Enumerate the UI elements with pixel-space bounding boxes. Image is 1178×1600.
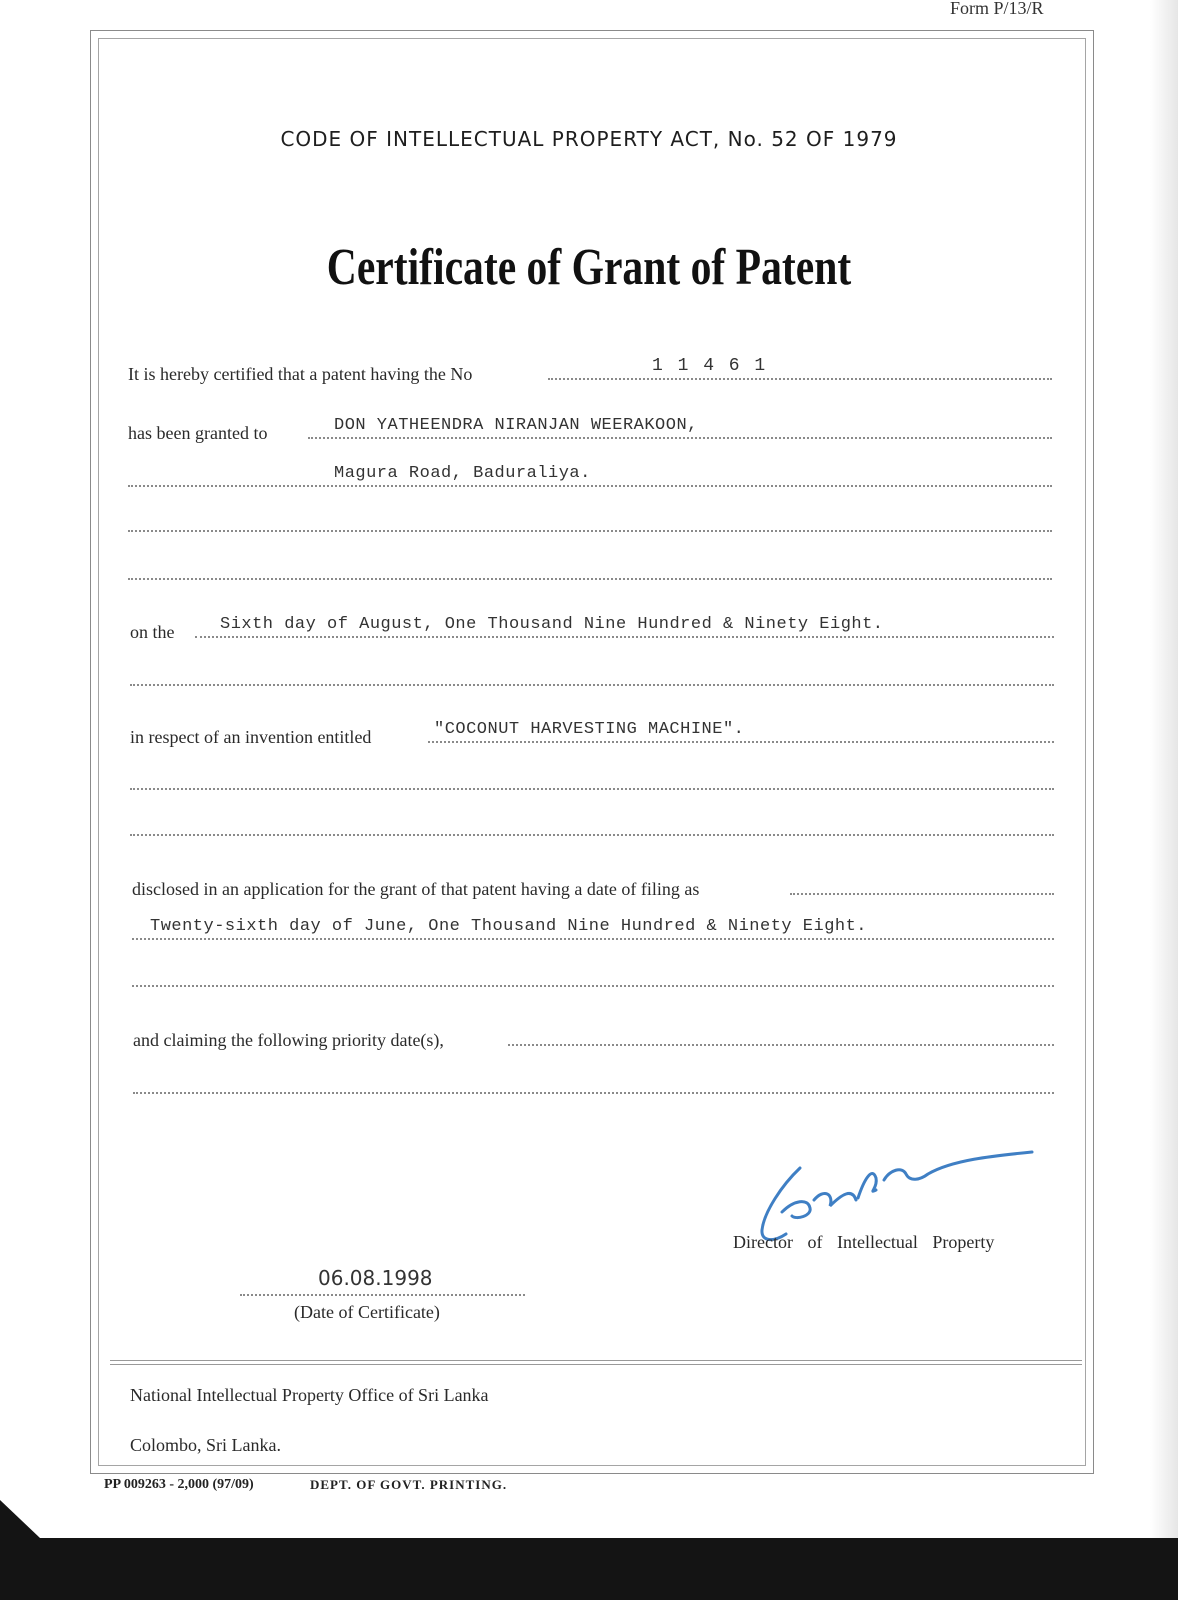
footer-divider-top: [110, 1360, 1082, 1361]
patent-number: 1 1 4 6 1: [652, 356, 768, 376]
priority-dotline: [508, 1044, 1054, 1046]
grantee-name-dotline: [308, 437, 1052, 439]
blank-dotline-4: [130, 788, 1054, 790]
print-code: PP 009263 - 2,000 (97/09): [104, 1477, 254, 1492]
patent-number-label: It is hereby certified that a patent having the No: [128, 364, 473, 384]
certificate-title: Certificate of Grant of Patent: [326, 239, 852, 296]
scan-edge-corner: [0, 1500, 40, 1538]
granted-to-label: has been granted to: [128, 423, 268, 443]
office-name: National Intellectual Property Office of Sri Lanka: [130, 1385, 489, 1405]
blank-dotline-2: [128, 578, 1052, 580]
grantee-address-dotline: [128, 485, 1052, 487]
filing-date-dotline: [132, 938, 1054, 940]
grant-date-text: Sixth day of August, One Thousand Nine Hundred & Ninety Eight.: [220, 615, 884, 634]
blank-dotline-6: [132, 985, 1054, 987]
office-location: Colombo, Sri Lanka.: [130, 1435, 281, 1455]
footer-divider-top-double: [110, 1364, 1082, 1365]
invention-title: "COCONUT HARVESTING MACHINE".: [434, 720, 745, 739]
filing-label: disclosed in an application for the grant of that patent having a date of filing as: [132, 879, 700, 899]
grantee-name: DON YATHEENDRA NIRANJAN WEERAKOON,: [334, 416, 698, 435]
filing-date-text: Twenty-sixth day of June, One Thousand Nine Hundred & Ninety Eight.: [150, 917, 868, 936]
invention-label: in respect of an invention entitled: [130, 727, 372, 747]
certificate-date: 06.08.1998: [318, 1266, 433, 1290]
certificate-date-caption: (Date of Certificate): [294, 1302, 440, 1322]
grantee-address: Magura Road, Baduraliya.: [334, 464, 591, 483]
blank-dotline-5: [130, 834, 1054, 836]
printer-name: DEPT. OF GOVT. PRINTING.: [310, 1477, 508, 1492]
grant-date-dotline: [195, 636, 1054, 638]
filing-label-dotline: [790, 893, 1054, 895]
patent-number-dotline: [548, 378, 1052, 380]
scan-edge-bottom: [0, 1538, 1178, 1600]
blank-dotline-7: [133, 1092, 1054, 1094]
blank-dotline-3: [130, 684, 1054, 686]
priority-label: and claiming the following priority date(s),: [133, 1030, 444, 1050]
invention-dotline: [428, 741, 1054, 743]
on-the-label: on the: [130, 622, 175, 642]
blank-dotline-1: [128, 530, 1052, 532]
scan-edge-shadow: [1150, 0, 1178, 1540]
certificate-date-dotline: [240, 1294, 525, 1296]
signatory-title: Director of Intellectual Property: [733, 1232, 995, 1252]
form-number: Form P/13/R: [950, 0, 1044, 18]
act-heading: CODE OF INTELLECTUAL PROPERTY ACT, No. 52 OF 1979: [280, 127, 898, 151]
